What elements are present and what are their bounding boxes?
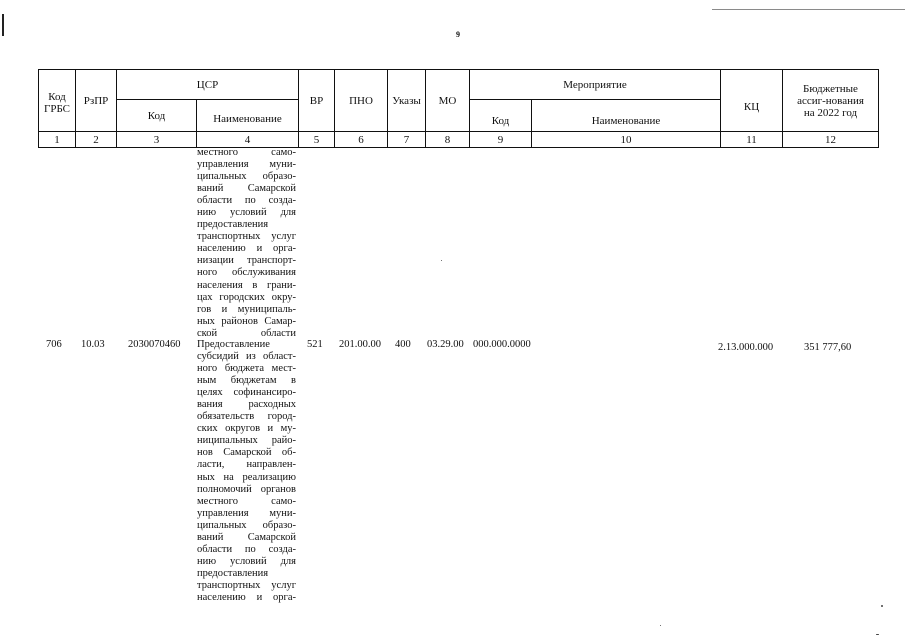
description-line: ваний Самарской (197, 183, 296, 195)
col-number: 6 (358, 133, 364, 146)
description-line: ских округов и му- (197, 423, 296, 435)
header-ukazy: Указы (392, 94, 421, 107)
description-line: транспортных услуг (197, 231, 296, 243)
description-line: области по созда- (197, 543, 296, 555)
description-line: транспортных услуг (197, 579, 296, 591)
col-number: 8 (444, 133, 451, 146)
scan-speck (881, 605, 883, 607)
description-line: ного обслуживания (197, 267, 296, 279)
row-ukazy: 400 (395, 339, 411, 350)
header-pno: ПНО (349, 94, 373, 107)
header-mo: МО (438, 94, 457, 107)
col-number: 5 (313, 133, 320, 146)
description-line: местного само- (197, 147, 296, 158)
header-meropriyatie: Мероприятие (563, 78, 627, 91)
row-amount: 351 777,60 (804, 342, 852, 353)
header-csr: ЦСР (196, 78, 219, 91)
description-line: местного само- (197, 495, 296, 507)
col-number: 4 (244, 133, 251, 146)
header-budget: Бюджетные ассиг-нования на 2022 год (797, 82, 864, 119)
description-line: ваний Самарской (197, 531, 296, 543)
col-number: 12 (825, 133, 836, 146)
scan-speck (441, 260, 442, 261)
description-line: области по созда- (197, 195, 296, 207)
description-line: ного бюджета мест- (197, 363, 296, 375)
description-line: ципальных образо- (197, 171, 296, 183)
scan-edge-mark (2, 14, 4, 36)
header-kc: КЦ (743, 100, 760, 113)
scan-edge-line (712, 9, 905, 10)
description-line: низации транспорт- (197, 255, 296, 267)
description-line: предоставления (197, 219, 269, 231)
row-rzpr: 10.03 (81, 339, 105, 350)
table-header (38, 69, 879, 148)
description-line: нов Самарской об- (197, 447, 296, 459)
description-line: полномочий органов (197, 483, 296, 495)
col-number: 1 (54, 133, 60, 146)
col-number: 11 (746, 133, 757, 146)
header-mer-naim: Наименование (591, 114, 661, 127)
col-line (878, 69, 879, 148)
col-number: 2 (93, 133, 99, 146)
row-mer-kod: 000.000.0000 (473, 339, 531, 350)
row-name-description (197, 339, 296, 604)
row-kc: 2.13.000.000 (718, 342, 774, 353)
description-line: населению и орга- (197, 243, 296, 255)
description-line: нию условий для (197, 207, 296, 219)
header-kod-grbs: Код ГРБС (43, 90, 71, 115)
description-line: обязательств город- (197, 411, 296, 423)
description-line: ласти, направлен- (197, 459, 296, 471)
header-rzpr: РзПР (83, 94, 109, 107)
header-csr-naim: Наименование (213, 112, 282, 125)
row-mo: 03.29.00 (427, 339, 464, 350)
scan-speck (660, 625, 661, 626)
row-vr: 521 (307, 339, 323, 350)
description-line: ных на реализацию (197, 471, 296, 483)
description-line: управления муни- (197, 159, 296, 171)
description-line: ным бюджетам в (197, 375, 296, 387)
description-line: субсидий из област- (197, 351, 296, 363)
description-line: цах городских окру- (197, 291, 296, 303)
col-number: 10 (620, 133, 632, 146)
continuation-description (197, 147, 296, 340)
col-number: 7 (403, 133, 410, 146)
description-line: вания расходных (197, 399, 296, 411)
page-number: 9 (456, 30, 460, 39)
scan-speck (876, 634, 879, 635)
header-mer-kod: Код (491, 114, 510, 127)
description-line: Предоставление (197, 339, 270, 350)
description-line: ных районов Самар- (197, 315, 296, 327)
description-line: населению и орга- (197, 591, 296, 603)
description-line: населения в грани- (197, 279, 296, 291)
description-line: управления муни- (197, 507, 296, 519)
header-border-bottom (38, 147, 879, 148)
col-number: 3 (153, 133, 160, 146)
description-line: ской области (197, 327, 296, 339)
description-line: гов и муниципаль- (197, 303, 296, 315)
description-line: предоставления (197, 567, 269, 579)
header-csr-kod: Код (147, 109, 166, 122)
description-line: ниципальных райо- (197, 435, 296, 447)
description-line: ципальных образо- (197, 519, 296, 531)
col-number: 9 (497, 133, 504, 146)
row-kod-grbs: 706 (46, 339, 62, 350)
row-pno: 201.00.00 (339, 339, 381, 350)
description-line: целях софинансиро- (197, 387, 296, 399)
row-csr-kod: 2030070460 (128, 339, 181, 350)
description-line: нию условий для (197, 555, 296, 567)
header-vr: ВР (309, 94, 324, 107)
